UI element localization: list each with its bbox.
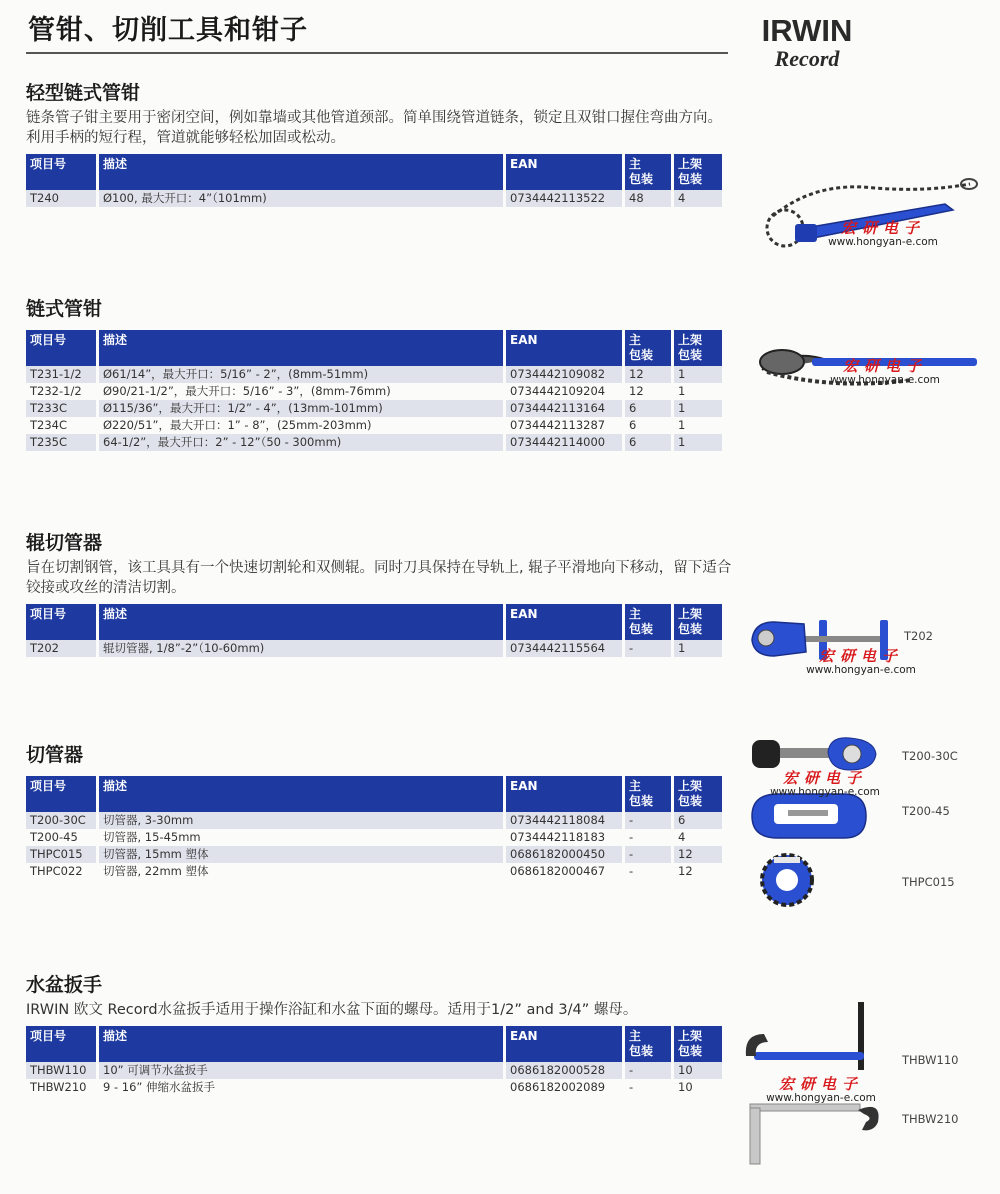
header-ean: EAN bbox=[506, 604, 622, 640]
cell-desc: Ø220/51”，最大开口：1” - 8”，(25mm-203mm) bbox=[103, 418, 372, 432]
header-desc: 描述 bbox=[99, 330, 503, 366]
table-row bbox=[26, 1079, 722, 1096]
watermark: 宏研电子 www.hongyan-e.com bbox=[806, 647, 916, 676]
table-header-row bbox=[26, 1026, 722, 1062]
cell-item: THBW210 bbox=[30, 1080, 87, 1094]
cell-desc: 切管器, 15mm 塑体 bbox=[99, 846, 503, 863]
cell-master-pack: 12 bbox=[625, 366, 671, 383]
cell-desc: Ø61/14”，最大开口：5/16” - 2”，(8mm-51mm) bbox=[99, 366, 503, 383]
cell-shelf-pack: 4 bbox=[674, 190, 722, 207]
cell-shelf-pack: 1 bbox=[674, 400, 722, 417]
header-shelf-pack: 上架 包装 bbox=[674, 1026, 722, 1062]
cell-ean: 0734442118084 bbox=[506, 812, 622, 829]
cell-ean: 0734442118183 bbox=[510, 830, 606, 844]
cell-item: T200-45 bbox=[30, 830, 78, 844]
header-item: 项目号 bbox=[26, 776, 96, 812]
cell-master-pack: - bbox=[625, 1062, 671, 1079]
header-desc: 描述 bbox=[99, 1026, 503, 1062]
header-item: 项目号 bbox=[26, 1026, 96, 1062]
cell-item: THPC022 bbox=[30, 864, 83, 878]
header-master-pack: 主 包装 bbox=[625, 604, 671, 640]
cell-ean: 0734442114000 bbox=[506, 434, 622, 451]
table-row bbox=[26, 383, 722, 400]
table-row bbox=[26, 434, 722, 451]
cell-shelf-pack: 1 bbox=[674, 366, 722, 383]
cell-desc: Ø90/21-1/2”，最大开口：5/16” - 3”，(8mm-76mm) bbox=[103, 384, 391, 398]
section-description: 旨在切割钢管，该工具具有一个快速切割轮和双侧辊。同时刀具保持在导轨上, 辊子平滑地向下移动，留下适合铰接或攻丝的清洁切割。 bbox=[26, 560, 732, 596]
table-row bbox=[26, 829, 722, 846]
cell-item: THPC015 bbox=[26, 846, 96, 863]
logo-record: Record bbox=[774, 46, 840, 71]
watermark: 宏研电子 www.hongyan-e.com bbox=[828, 219, 938, 248]
header-desc: 描述 bbox=[99, 776, 503, 812]
table-header-row bbox=[26, 604, 722, 640]
cell-shelf-pack: 6 bbox=[674, 812, 722, 829]
caption-thpc015: THPC015 bbox=[902, 875, 955, 889]
cell-desc: Ø115/36”，最大开口：1/2” - 4”，(13mm-101mm) bbox=[99, 400, 503, 417]
cell-shelf-pack: 10 bbox=[674, 1062, 722, 1079]
cell-shelf-pack: 1 bbox=[678, 418, 686, 432]
header-item: 项目号 bbox=[26, 154, 96, 190]
section-title: 轻型链式管钳 bbox=[26, 82, 141, 104]
spec-table bbox=[23, 1026, 725, 1096]
cell-master-pack: 12 bbox=[629, 384, 644, 398]
cell-master-pack: 6 bbox=[625, 400, 671, 417]
cell-item: T234C bbox=[30, 418, 68, 432]
basin-wrench-110-image bbox=[740, 1000, 880, 1074]
cell-shelf-pack: 12 bbox=[674, 846, 722, 863]
cell-ean: 0686182000450 bbox=[506, 846, 622, 863]
cell-master-pack: - bbox=[629, 1080, 634, 1094]
cell-desc: 切管器, 15-45mm bbox=[103, 830, 201, 844]
plastic-pipe-cutter-image bbox=[760, 852, 814, 908]
cell-master-pack: - bbox=[625, 812, 671, 829]
cell-master-pack: - bbox=[625, 640, 671, 657]
page-title: 管钳、切削工具和钳子 bbox=[28, 15, 308, 46]
header-shelf-pack: 上架 包装 bbox=[674, 776, 722, 812]
table-header-row bbox=[26, 330, 722, 366]
table-row bbox=[26, 417, 722, 434]
basin-wrench-210-image bbox=[742, 1094, 892, 1168]
cell-master-pack: 6 bbox=[629, 418, 637, 432]
header-desc: 描述 bbox=[99, 154, 503, 190]
header-ean: EAN bbox=[506, 776, 622, 812]
logo-irwin: IRWIN bbox=[761, 13, 853, 48]
header-master-pack: 主 包装 bbox=[625, 776, 671, 812]
cell-ean: 0734442113522 bbox=[506, 190, 622, 207]
cell-ean: 0734442113287 bbox=[510, 418, 606, 432]
cell-ean: 0734442109204 bbox=[510, 384, 606, 398]
cell-master-pack: - bbox=[625, 846, 671, 863]
header-shelf-pack: 上架 包装 bbox=[674, 154, 722, 190]
table-row bbox=[26, 640, 722, 657]
cell-shelf-pack: 12 bbox=[678, 864, 693, 878]
cell-item: T231-1/2 bbox=[26, 366, 96, 383]
table-row bbox=[26, 1062, 722, 1079]
cell-item: T240 bbox=[26, 190, 96, 207]
cell-item: T233C bbox=[26, 400, 96, 417]
section-title: 辊切管器 bbox=[26, 532, 103, 554]
section-title: 切管器 bbox=[26, 744, 84, 766]
spec-table bbox=[23, 330, 725, 451]
section-description: IRWIN 欧文 Record水盆扳手适用于操作浴缸和水盆下面的螺母。适用于1/2” and 3/4” 螺母。 bbox=[26, 1002, 638, 1018]
cell-shelf-pack: 1 bbox=[678, 384, 686, 398]
section-pipe-cutter bbox=[26, 742, 725, 880]
cell-desc: 切管器, 3-30mm bbox=[99, 812, 503, 829]
cell-ean: 0686182000467 bbox=[510, 864, 606, 878]
header-ean: EAN bbox=[506, 154, 622, 190]
cell-desc: 切管器, 22mm 塑体 bbox=[103, 864, 209, 878]
section-description: 链条管子钳主要用于密闭空间，例如靠墙或其他管道颈部。简单围绕管道链条，锁定且双钳口握住弯曲方向。利用手柄的短行程，管道就能够轻松加固或松动。 bbox=[26, 110, 722, 146]
watermark: 宏研电子 www.hongyan-e.com bbox=[766, 1075, 876, 1104]
table-row bbox=[26, 863, 722, 880]
caption-t202: T202 bbox=[904, 629, 933, 643]
spec-table bbox=[23, 604, 725, 657]
caption-thbw210: THBW210 bbox=[902, 1112, 959, 1126]
cell-item: T200-30C bbox=[26, 812, 96, 829]
header-ean: EAN bbox=[506, 330, 622, 366]
caption-thbw110: THBW110 bbox=[902, 1053, 959, 1067]
cell-desc: 64-1/2”，最大开口：2” - 12”（50 - 300mm) bbox=[99, 434, 503, 451]
cell-shelf-pack: 4 bbox=[678, 830, 686, 844]
caption-t200-30c: T200-30C bbox=[902, 749, 958, 763]
caption-t200-45: T200-45 bbox=[902, 804, 950, 818]
table-row bbox=[26, 812, 722, 829]
cell-shelf-pack: 1 bbox=[674, 640, 722, 657]
section-basin-wrench bbox=[26, 972, 732, 1096]
spec-table bbox=[23, 154, 725, 207]
cell-master-pack: - bbox=[629, 830, 634, 844]
table-row bbox=[26, 400, 722, 417]
cell-ean: 0734442115564 bbox=[506, 640, 622, 657]
cell-ean: 0686182000528 bbox=[506, 1062, 622, 1079]
cell-master-pack: - bbox=[629, 864, 634, 878]
cell-desc: 10” 可调节水盆扳手 bbox=[99, 1062, 503, 1079]
title-divider bbox=[26, 52, 728, 54]
cell-ean: 0734442109082 bbox=[506, 366, 622, 383]
cell-ean: 0686182002089 bbox=[510, 1080, 606, 1094]
watermark: 宏研电子 www.hongyan-e.com bbox=[770, 769, 880, 798]
cell-master-pack: 48 bbox=[625, 190, 671, 207]
cell-shelf-pack: 1 bbox=[674, 434, 722, 451]
header-desc: 描述 bbox=[99, 604, 503, 640]
cell-item: THBW110 bbox=[26, 1062, 96, 1079]
cell-desc: 辊切管器, 1/8”-2”（10-60mm) bbox=[99, 640, 503, 657]
table-row bbox=[26, 190, 722, 207]
cell-item: T202 bbox=[26, 640, 96, 657]
table-header-row bbox=[26, 776, 722, 812]
cell-item: T232-1/2 bbox=[30, 384, 82, 398]
spec-table bbox=[23, 776, 725, 880]
section-chain-wrench bbox=[26, 296, 725, 451]
table-row bbox=[26, 366, 722, 383]
table-row bbox=[26, 846, 722, 863]
watermark: 宏研电子 www.hongyan-e.com bbox=[830, 357, 940, 386]
header-master-pack: 主 包装 bbox=[625, 154, 671, 190]
cell-desc: 9 - 16” 伸缩水盆扳手 bbox=[103, 1080, 216, 1094]
header-shelf-pack: 上架 包装 bbox=[674, 604, 722, 640]
header-shelf-pack: 上架 包装 bbox=[674, 330, 722, 366]
cell-desc: Ø100, 最大开口：4”（101mm) bbox=[99, 190, 503, 207]
cell-master-pack: 6 bbox=[625, 434, 671, 451]
header-master-pack: 主 包装 bbox=[625, 330, 671, 366]
header-ean: EAN bbox=[506, 1026, 622, 1062]
header-item: 项目号 bbox=[26, 330, 96, 366]
section-roller-pipe-cutter bbox=[26, 530, 732, 657]
header-item: 项目号 bbox=[26, 604, 96, 640]
cell-shelf-pack: 10 bbox=[678, 1080, 693, 1094]
cell-ean: 0734442113164 bbox=[506, 400, 622, 417]
section-light-chain-wrench bbox=[26, 80, 732, 207]
section-title: 链式管钳 bbox=[26, 298, 103, 320]
header-master-pack: 主 包装 bbox=[625, 1026, 671, 1062]
table-header-row bbox=[26, 154, 722, 190]
section-title: 水盆扳手 bbox=[26, 974, 103, 996]
irwin-record-logo bbox=[752, 14, 862, 70]
cell-item: T235C bbox=[26, 434, 96, 451]
